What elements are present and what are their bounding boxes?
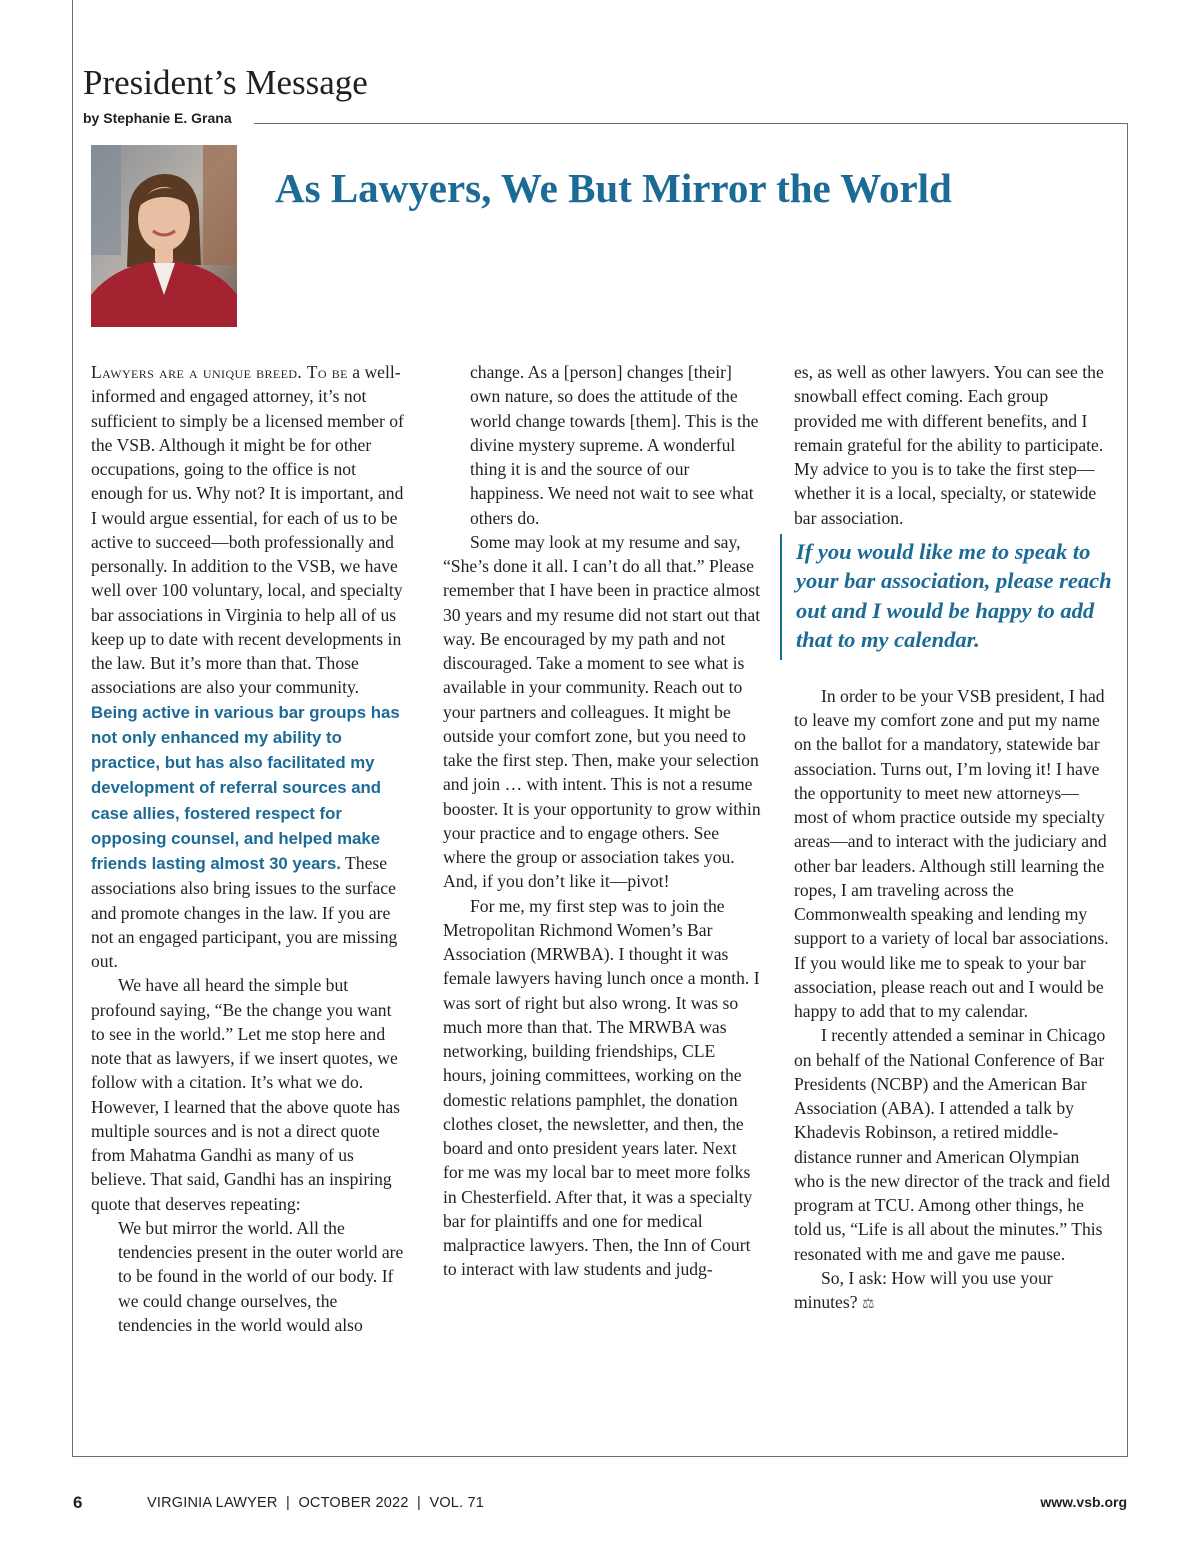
masthead-text: VIRGINIA LAWYER | OCTOBER 2022 | VOL. 71	[147, 1495, 485, 1511]
page-number: 6	[73, 1493, 83, 1512]
lead-in-smallcaps: Lawyers are a unique breed. To be	[91, 362, 348, 382]
article-column-3	[794, 360, 1112, 1317]
paragraph-intro	[91, 360, 409, 973]
portrait-illustration	[91, 145, 237, 327]
paragraph-first-step-continued: es, as well as other lawyers. You can see the snowball effect coming. Each group provided me with different benefits, and I remain grateful for the ability to participate. My advice to you is to take the first step—whether it is a local, specialty, or statewide bar association.	[794, 362, 1104, 528]
left-margin-rule	[72, 0, 73, 1456]
article-column-2	[443, 360, 761, 1282]
gandhi-quote-part-1: We but mirror the world. All the tendencies present in the outer world are to be found in the world of our body. If we could change ourselves, the tendencies in the world would also	[118, 1217, 404, 1335]
highlighted-statement: Being active in various bar groups has not only enhanced my ability to practice, but has also facilitated my development of referral sources and case allies, fostered respect for opposing counsel, and helped make friends lasting almost 30 years.	[91, 702, 400, 873]
frame-right-rule	[1127, 123, 1128, 1457]
frame-bottom-rule	[72, 1456, 1128, 1457]
paragraph-closing	[794, 1266, 1112, 1318]
footer-website-link[interactable]: www.vsb.org	[1040, 1494, 1127, 1510]
paragraph-president: In order to be your VSB president, I had to leave my comfort zone and put my name on the ballot for a mandatory, statewide bar association. Turns out, I’m loving it! I have the opportunity to meet new attorneys—most of whom practice outside my specialty areas—and to interact with the judiciary and other bar leaders. Although still learning the ropes, I am traveling across the Commonwealth speaking and lending my support to a variety of local bar associations. If you would like me to speak to your bar association, please reach out and I would be happy to add that to my calendar.	[794, 685, 1109, 1021]
intro-tail-text: These associations also bring issues to the surface and promote changes in the law. If you are not an engaged participant, you are missing out.	[91, 853, 398, 971]
footer-masthead	[147, 1495, 484, 1511]
paragraph-first-step: For me, my first step was to join the Metropolitan Richmond Women’s Bar Association (MRWBA). I thought it was female lawyers having lunch once a month. I was sort of right but also wrong. It was so much more than that. The MRWBA was networking, building friendships, CLE hours, joining committees, working on the domestic relations pamphlet, the donation clothes closet, the newsletter, and then, the board and onto president years later. Next for me was my local bar to meet more folks in Chesterfield. After that, it was a specialty bar for plaintiffs and one for medical malpractice lawyers. Then, the Inn of Court to interact with law students and judg-	[443, 895, 760, 1280]
paragraph-resume: Some may look at my resume and say, “She’s done it all. I can’t do all that.” Please remember that I have been in practice almost 30 years and my resume did not start out that way. Be encouraged by my path and not discouraged. Take a moment to see what is available in your community. Reach out to your partners and colleagues. It might be outside your comfort zone, but you need to take the first step. Then, make your selection and join … with intent. This is not a resume booster. It is your opportunity to grow within your practice and to engage others. See where the group or association takes you. And, if you don’t like it—pivot!	[443, 531, 761, 892]
article-column-1	[91, 360, 409, 1337]
closing-text: So, I ask: How will you use your minutes?	[794, 1267, 1053, 1312]
scales-of-justice-icon: ⚖	[861, 1297, 875, 1312]
author-portrait	[91, 145, 237, 327]
paragraph-gandhi: We have all heard the simple but profound saying, “Be the change you want to see in the world.” Let me stop here and note that as lawyers, if we insert quotes, we follow with a citation. It’s what we do. However, I learned that the above quote has multiple sources and is not a direct quote from Mahatma Gandhi as many of us believe. That said, Gandhi has an inspiring quote that deserves repeating:	[91, 975, 401, 1214]
article-headline: As Lawyers, We But Mirror the World	[275, 165, 952, 211]
pull-quote: If you would like me to speak to your bar association, please reach out and I would be happy to add that to my calendar.	[780, 534, 1112, 660]
section-title: President’s Message	[83, 63, 368, 102]
frame-top-rule	[254, 123, 1128, 124]
intro-body-text: a well-informed and engaged attorney, it’s not sufficient to simply be a licensed member of the VSB. Although it might be for other occupations, going to the office is not enough for us. Why not? It is important, and I would argue essential, for each of us to be active to succeed—both professionally and personally. In addition to the VSB, we have well over 100 voluntary, local, and specialty bar associations in Virginia to help all of us keep up to date with recent developments in the law. But it’s more than that. Those associations are also your community.	[91, 362, 404, 698]
author-byline: by Stephanie E. Grana	[83, 110, 232, 126]
paragraph-seminar: I recently attended a seminar in Chicago on behalf of the National Conference of Bar Presidents (NCBP) and the American Bar Association (ABA). I attended a talk by Khadevis Robinson, a retired middle-distance runner and American Olympian who is the new director of the track and field program at TCU. Among other things, he told us, “Life is all about the minutes.” This resonated with me and gave me pause.	[794, 1025, 1111, 1264]
gandhi-quote-part-2: change. As a [person] changes [their] own nature, so does the attitude of the world change towards [them]. This is the divine mystery supreme. A wonderful thing it is and the source of our happiness. We need not wait to see what others do.	[470, 362, 759, 528]
